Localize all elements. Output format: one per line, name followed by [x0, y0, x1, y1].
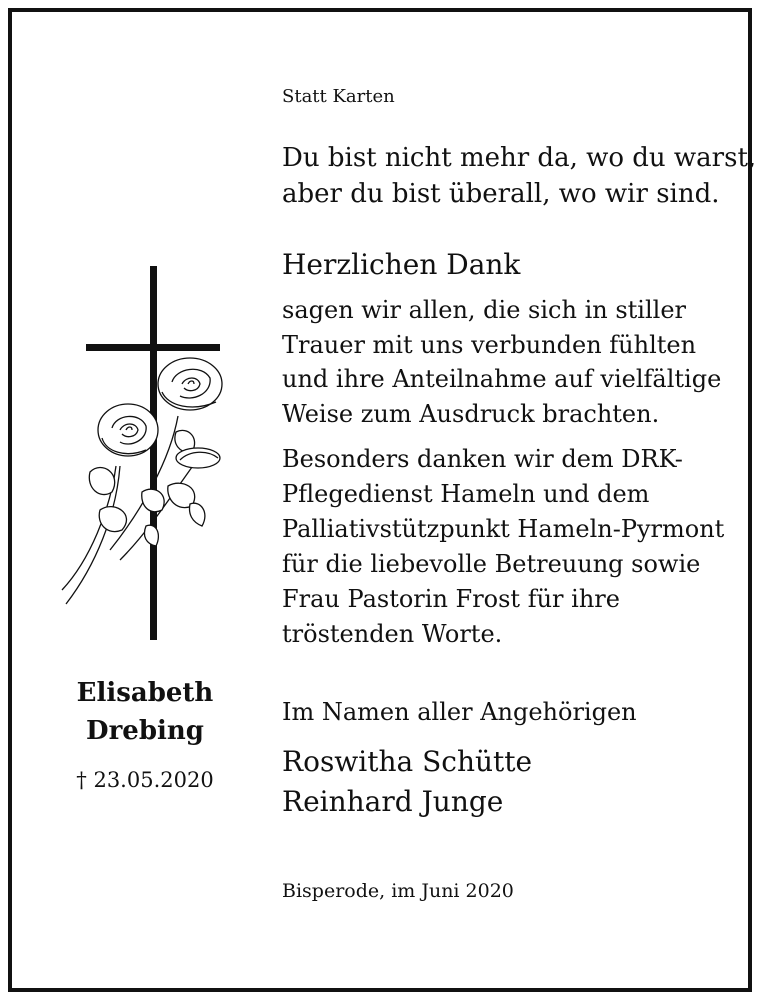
- body-line: tröstenden Worte.: [282, 620, 503, 648]
- body-line: Pflegedienst Hameln und dem: [282, 480, 650, 508]
- body-line: sagen wir allen, die sich in stiller: [282, 296, 686, 324]
- death-date: † 23.05.2020: [76, 768, 214, 792]
- body-line: Besonders danken wir dem DRK-: [282, 445, 683, 473]
- signatories: [282, 742, 532, 822]
- deceased-name: [60, 674, 230, 750]
- body-line: für die liebevolle Betreuung sowie: [282, 550, 701, 578]
- deceased-last-name: Drebing: [86, 716, 204, 746]
- body-line: Weise zum Ausdruck brachten.: [282, 399, 660, 428]
- place-date: Bisperode, im Juni 2020: [282, 880, 514, 902]
- thanks-body: [282, 293, 721, 431]
- body-line: und ihre Anteilnahme auf vielfältige: [282, 365, 722, 393]
- body-line: Frau Pastorin Frost für ihre: [282, 585, 620, 613]
- deceased-first-name: Elisabeth: [76, 678, 214, 708]
- thanks-special: [282, 442, 724, 652]
- on-behalf-text: Im Namen aller Angehörigen: [282, 698, 637, 726]
- body-line: Palliativstützpunkt Hameln-Pyrmont: [282, 515, 725, 543]
- thanks-title: Herzlichen Dank: [282, 248, 521, 281]
- body-line: Trauer mit uns verbunden fühlten: [282, 330, 697, 359]
- cross-with-roses-icon: [50, 260, 240, 650]
- motto: [282, 140, 756, 212]
- signatory-name: Roswitha Schütte: [282, 745, 533, 778]
- motto-line: aber du bist überall, wo wir sind.: [282, 179, 720, 209]
- motto-line: Du bist nicht mehr da, wo du warst,: [282, 143, 757, 173]
- signatory-name: Reinhard Junge: [282, 785, 504, 818]
- header-text: Statt Karten: [282, 86, 395, 107]
